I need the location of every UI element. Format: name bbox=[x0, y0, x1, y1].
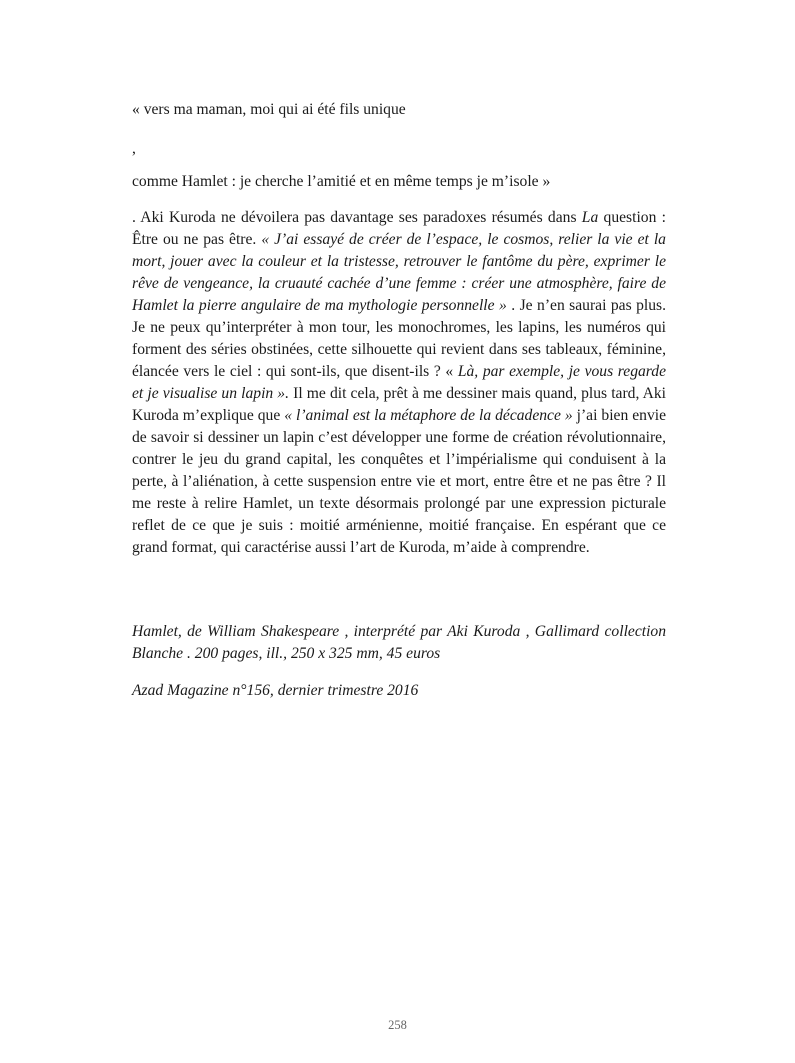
page-number: 258 bbox=[388, 1018, 407, 1032]
body-italic-quote-3: « l’animal est la métaphore de la décadence » bbox=[284, 407, 573, 424]
body-text-3: . Je n’en saurai pas plus. Je ne peux qu’interpréter à mon tour, les monochromes, les lapins, les numéros qui forment des séries obstinées, cette silhouette qui revient dans ses tableaux, féminine, élancée vers le ciel : qui sont-ils, que disent-ils ? « bbox=[132, 297, 666, 380]
body-italic-1: La bbox=[581, 209, 599, 226]
body-italic-quote-2: Là, par exemple, je vous regarde et je visualise un lapin ». bbox=[132, 363, 666, 402]
book-credit: Hamlet, de William Shakespeare , interprété par Aki Kuroda , Gallimard collection Blanche . 200 pages, ill., 250 x 325 mm, 45 euros bbox=[132, 623, 666, 662]
body-paragraph bbox=[132, 207, 666, 559]
quote-intro: « vers ma maman, moi qui ai été fils unique bbox=[132, 101, 406, 118]
body-text-5: j’ai bien envie de savoir si dessiner un lapin c’est développer une forme de création révolutionnaire, contrer le jeu du grand capital, les conquêtes et l’impérialisme qui conduisent à la perte, à l’aliénation, à cette suspension entre vie et mort, entre être et ne pas être ? Il me reste à relire Hamlet, un texte désormais prolongé par une expression picturale reflet de ce que je suis : moitié arménienne, moitié française. En espérant que ce grand format, qui caractérise aussi l’art de Kuroda, m’aide à comprendre. bbox=[132, 407, 666, 556]
body-text-1: . Aki Kuroda ne dévoilera pas davantage ses paradoxes résumés dans bbox=[132, 209, 582, 226]
source-citation: Azad Magazine n°156, dernier trimestre 2016 bbox=[132, 682, 419, 699]
body-text-2: question : Être ou ne pas être. bbox=[132, 209, 666, 248]
body-italic-quote-1: « J’ai essayé de créer de l’espace, le cosmos, relier la vie et la mort, jouer avec la couleur et la tristesse, retrouver le fantôme du père, exprimer le rêve de vengeance, la cruauté cachée d’une femme : créer une atmosphère, faire de Hamlet la pierre angulaire de ma mythologie personnelle » bbox=[132, 231, 666, 314]
comma-line: , bbox=[132, 140, 136, 157]
quote-end: comme Hamlet : je cherche l’amitié et en même temps je m’isole » bbox=[132, 173, 551, 190]
body-text-4: Il me dit cela, prêt à me dessiner mais quand, plus tard, Aki Kuroda m’explique que bbox=[132, 385, 666, 424]
